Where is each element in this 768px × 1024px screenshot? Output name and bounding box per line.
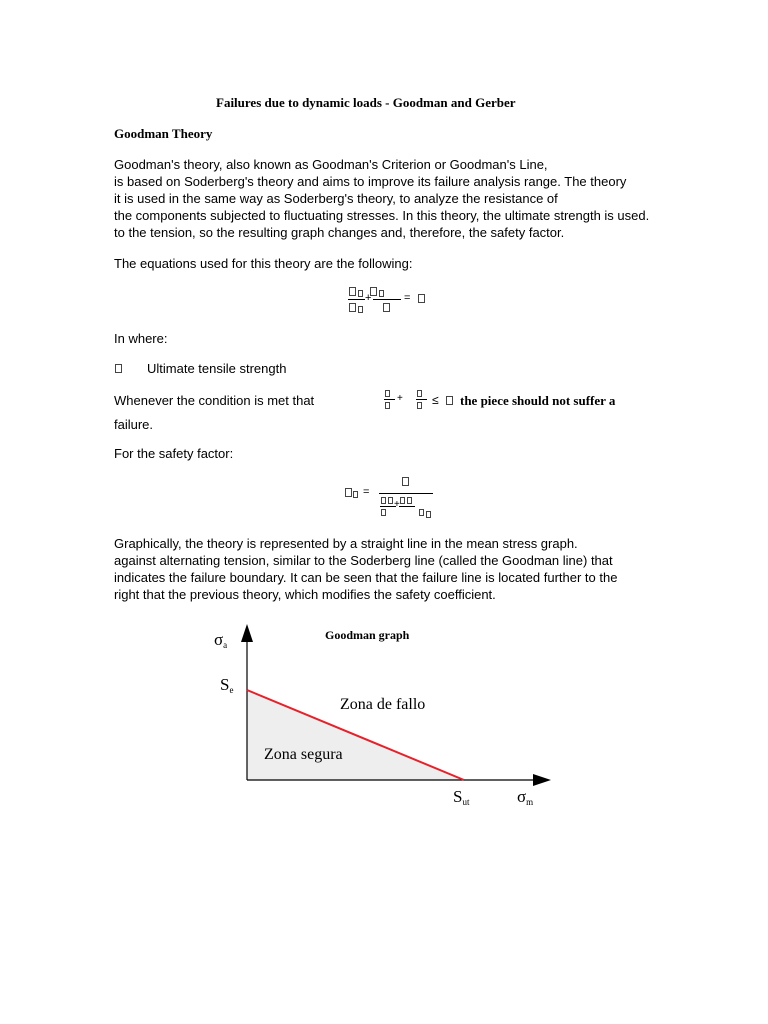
missing-glyph [417, 402, 422, 409]
leq-sign: ≤ [432, 393, 439, 407]
fraction-bar [379, 493, 433, 494]
fraction-bar [373, 299, 401, 300]
condition-suffix: the piece should not suffer a [460, 393, 616, 408]
condition-inequality [383, 388, 463, 414]
plus-sign: + [394, 499, 400, 510]
intro-line: it is used in the same way as Soderberg's theory, to analyze the resistance of [114, 191, 558, 206]
missing-glyph [379, 290, 384, 297]
missing-glyph [385, 390, 390, 397]
missing-glyph [419, 509, 424, 516]
safety-factor-label: For the safety factor: [114, 446, 234, 461]
missing-glyph [385, 402, 390, 409]
equals-sign: = [404, 292, 411, 304]
condition-wrap: failure. [114, 417, 154, 432]
missing-glyph [383, 303, 390, 312]
missing-glyph [418, 294, 425, 303]
missing-glyph [349, 287, 356, 296]
missing-glyph [358, 306, 363, 313]
missing-glyph [407, 497, 412, 504]
condition-prefix: Whenever the condition is met that [114, 393, 315, 408]
missing-glyph [417, 390, 422, 397]
se-symbol: S [220, 675, 230, 694]
x-axis-symbol: σ [517, 787, 527, 806]
missing-glyph [446, 396, 453, 405]
failure-zone-label: Zona de fallo [340, 696, 426, 713]
goodman-graph [200, 618, 570, 818]
x-axis-label [517, 787, 533, 807]
missing-glyph [115, 364, 122, 373]
in-where-label: In where: [114, 331, 168, 346]
missing-glyph [345, 488, 352, 497]
missing-glyph [353, 491, 358, 498]
y-axis-label [214, 630, 227, 650]
sut-symbol: S [453, 787, 463, 806]
missing-glyph [400, 497, 405, 504]
graph-paragraph-line: against alternating tension, similar to the Soderberg line (called the Goodman line) that [114, 553, 613, 568]
intro-line: is based on Soderberg's theory and aims to improve its failure analysis range. The theory [114, 174, 627, 189]
missing-glyph [358, 290, 363, 297]
missing-glyph [349, 303, 356, 312]
x-axis-subscript: m [526, 797, 534, 807]
missing-glyph [381, 497, 386, 504]
intro-line: to the tension, so the resulting graph changes and, therefore, the safety factor. [114, 225, 565, 240]
graph-paragraph-line: right that the previous theory, which modifies the safety coefficient. [114, 587, 496, 602]
plus-sign: + [365, 292, 372, 304]
x-axis-arrow [533, 774, 551, 786]
safe-zone-label: Zona segura [264, 746, 343, 763]
graph-paragraph [114, 535, 674, 603]
se-subscript: e [229, 685, 234, 695]
fraction-bar [348, 299, 365, 300]
intro-paragraph [114, 156, 674, 241]
intro-line: Goodman's theory, also known as Goodman's Criterion or Goodman's Line, [114, 157, 548, 172]
fraction-bar [399, 506, 415, 507]
missing-glyph [402, 477, 409, 486]
se-label [220, 675, 233, 695]
safety-factor-equation [343, 474, 443, 522]
goodman-equation [346, 284, 436, 320]
section-heading: Goodman Theory [114, 126, 213, 141]
equations-intro: The equations used for this theory are the following: [114, 256, 413, 271]
fraction-bar [384, 399, 395, 400]
plus-sign: + [397, 393, 403, 404]
graph-paragraph-line: indicates the failure boundary. It can be seen that the failure line is located further to the [114, 570, 618, 585]
graph-paragraph-line: Graphically, the theory is represented by a straight line in the mean stress graph. [114, 536, 578, 551]
missing-glyph [381, 509, 386, 516]
equals-sign: = [363, 486, 370, 498]
missing-glyph [388, 497, 393, 504]
graph-title: Goodman graph [325, 628, 410, 642]
sut-label [453, 787, 470, 807]
intro-line: the components subjected to fluctuating stresses. In this theory, the ultimate strength is used. [114, 208, 650, 223]
y-axis-subscript: a [223, 640, 228, 650]
y-axis-arrow [241, 624, 253, 642]
fraction-bar [416, 399, 427, 400]
missing-glyph [426, 511, 431, 518]
y-axis-symbol: σ [214, 630, 224, 649]
definition-text: Ultimate tensile strength [147, 361, 287, 376]
sut-subscript: ut [462, 797, 470, 807]
document-title: Failures due to dynamic loads - Goodman and Gerber [216, 95, 516, 110]
